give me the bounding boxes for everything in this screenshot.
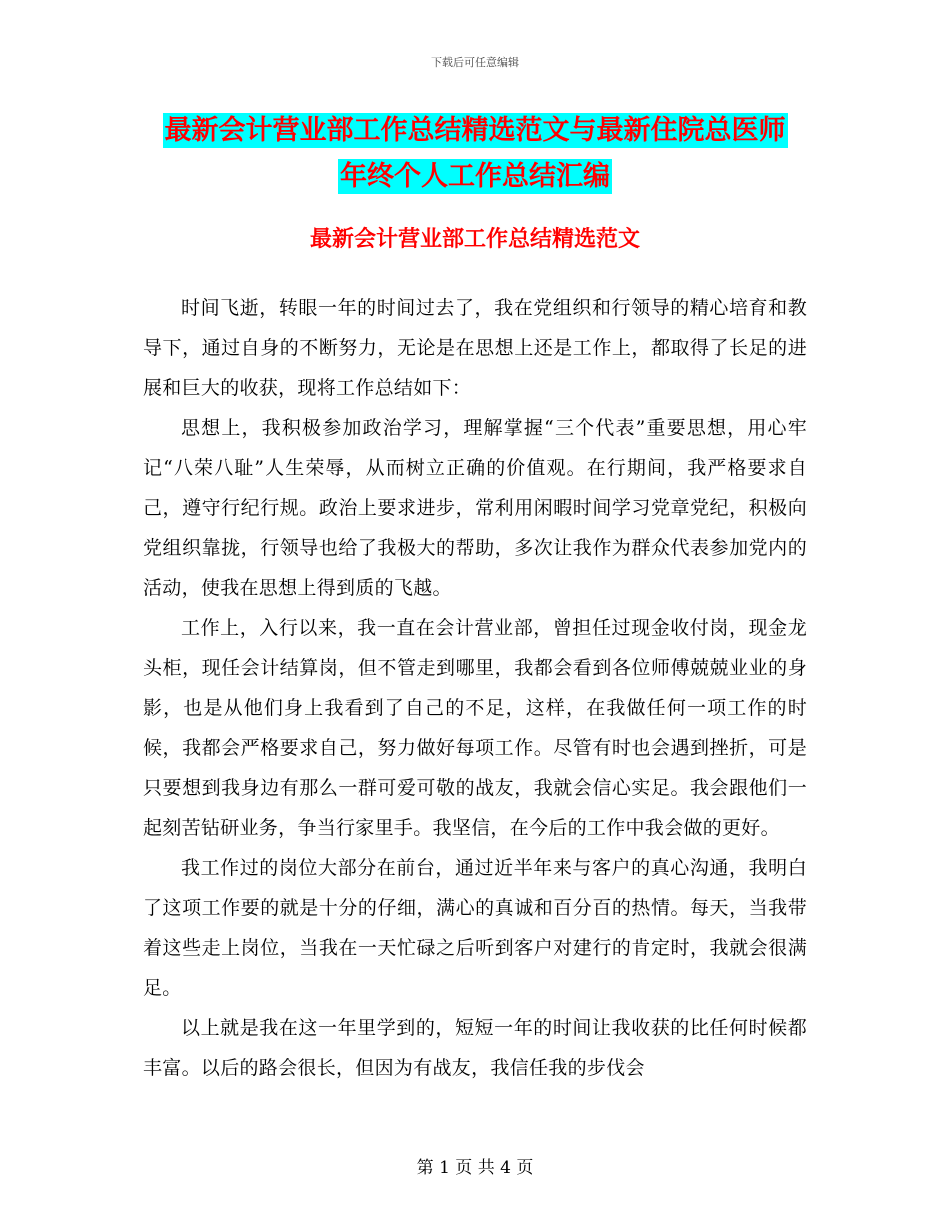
- document-title: [0, 108, 950, 200]
- document-title-line-2: 年终个人工作总结汇编: [340, 161, 610, 192]
- page-number: 第 1 页 共 4 页: [416, 1158, 534, 1178]
- paragraph: 我工作过的岗位大部分在前台，通过近半年来与客户的真心沟通，我明白了这项工作要的就是十分的仔细，满心的真诚和百分百的热情。每天，当我带着这些走上岗位，当我在一天忙碌之后听到客户对建行的肯定时，我就会很满足。: [143, 857, 807, 999]
- body-text: [143, 288, 807, 1088]
- paragraph: 时间飞逝，转眼一年的时间过去了，我在党组织和行领导的精心培育和教导下，通过自身的不断努力，无论是在思想上还是工作上，都取得了长足的进展和巨大的收获，现将工作总结如下：: [143, 297, 807, 399]
- section-title: 最新会计营业部工作总结精选范文: [309, 227, 640, 252]
- header-note: 下载后可任意编辑: [431, 56, 519, 69]
- paragraph: 思想上，我积极参加政治学习，理解掌握“三个代表”重要思想，用心牢记“八荣八耻”人生荣辱，从而树立正确的价值观。在行期间，我严格要求自己，遵守行纪行规。政治上要求进步，常利用闲暇时间学习党章党纪，积极向党组织靠拢，行领导也给了我极大的帮助，多次让我作为群众代表参加党内的活动，使我在思想上得到质的飞越。: [143, 417, 807, 599]
- document-title-line-1: 最新会计营业部工作总结精选范文与最新住院总医师: [164, 115, 786, 146]
- paragraph: 以上就是我在这一年里学到的，短短一年的时间让我收获的比任何时候都丰富。以后的路会很长，但因为有战友，我信任我的步伐会: [143, 1017, 807, 1079]
- paragraph: 工作上，入行以来，我一直在会计营业部，曾担任过现金收付岗，现金龙头柜，现任会计结算岗，但不管走到哪里，我都会看到各位师傅兢兢业业的身影，也是从他们身上我看到了自己的不足，这样，在我做任何一项工作的时候，我都会严格要求自己，努力做好每项工作。尽管有时也会遇到挫折，可是只要想到我身边有那么一群可爱可敬的战友，我就会信心实足。我会跟他们一起刻苦钻研业务，争当行家里手。我坚信，在今后的工作中我会做的更好。: [143, 617, 807, 839]
